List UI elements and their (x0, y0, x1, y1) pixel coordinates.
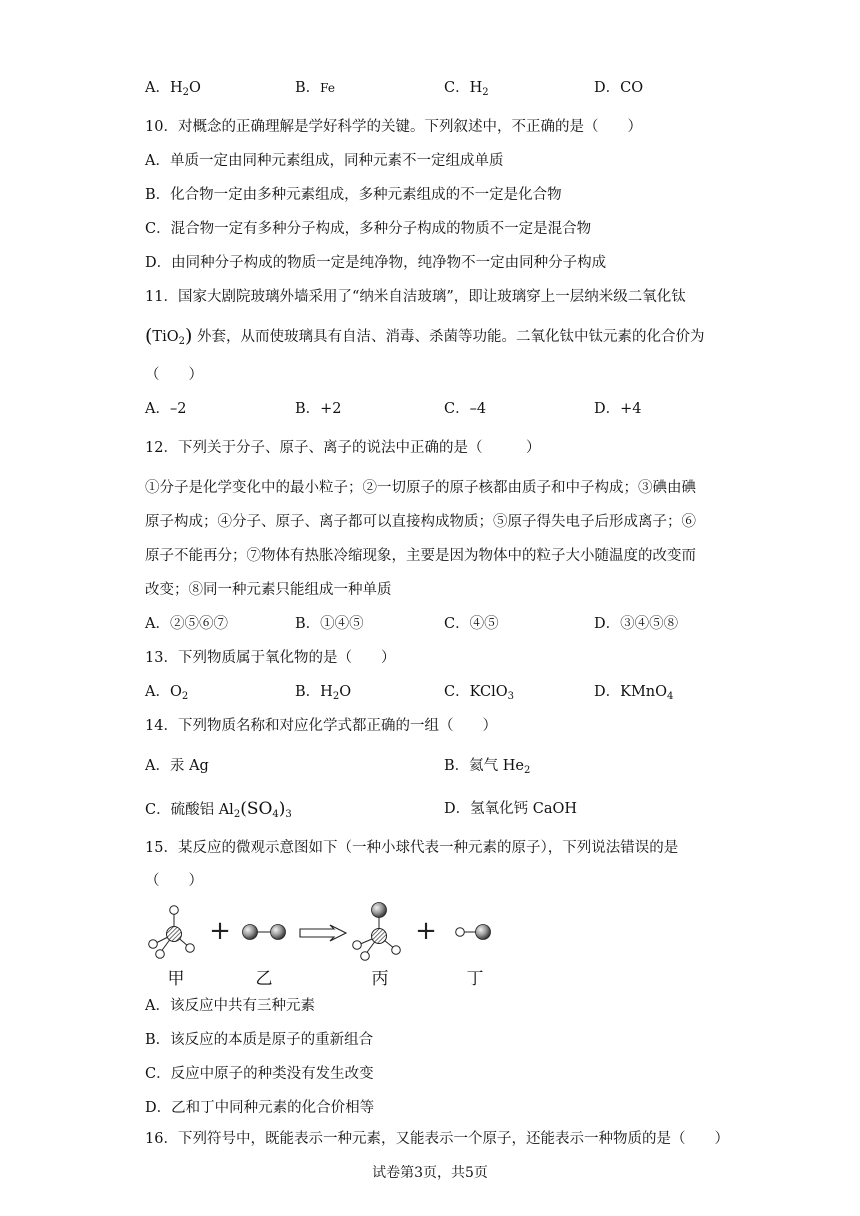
q11-stem-line1: 11．国家大剧院玻璃外墙采用了“纳米自洁玻璃”，即让玻璃穿上一层纳米级二氧化钛 (145, 289, 686, 305)
label-yi: 乙 (255, 969, 273, 988)
q16-stem: 16．下列符号中，既能表示一种元素，又能表示一个原子，还能表示一种物质的是（ ） (145, 1131, 729, 1147)
reaction-diagram (138, 898, 518, 988)
molecule-jia (149, 906, 195, 959)
q13-option-c: C．KClO$_3$ (444, 684, 515, 702)
q13-stem: 13．下列物质属于氧化物的是（ ） (145, 650, 396, 666)
q15-stem: 15．某反应的微观示意图如下（一种小球代表一种元素的原子），下列说法错误的是 (145, 840, 679, 856)
q9-option-b: B．Fe (295, 80, 335, 96)
q15-answer-paren: （ ） (145, 873, 203, 889)
q10-option-a: A．单质一定由同种元素组成，同种元素不一定组成单质 (145, 153, 504, 169)
q10-stem: 10．对概念的正确理解是学好科学的关键。下列叙述中，不正确的是（ ） (145, 119, 642, 135)
q12-stem: 12．下列关于分子、原子、离子的说法中正确的是（ ） (145, 440, 541, 456)
q9-option-d: D．CO (594, 80, 644, 96)
q13-option-a: A．$O_2$ (145, 684, 189, 702)
q15-option-a: A．该反应中共有三种元素 (145, 998, 315, 1014)
label-jia: 甲 (167, 969, 185, 988)
q14-option-c: C．硫酸铝 $Al_2(SO_4)_3$ (145, 799, 292, 820)
q13-option-d: D．KMnO$_4$ (594, 684, 674, 702)
q15-option-c: C．反应中原子的种类没有发生改变 (145, 1066, 374, 1082)
q12-option-c: C．④⑤ (444, 616, 499, 632)
q12-option-a: A．②⑤⑥⑦ (145, 616, 228, 632)
q14-stem: 14．下列物质名称和对应化学式都正确的一组（ ） (145, 718, 497, 734)
q15-option-d: D．乙和丁中同种元素的化合价相等 (145, 1100, 375, 1116)
q12-body-line3: 原子不能再分；⑦物体有热胀冷缩现象，主要是因为物体中的粒子大小随温度的改变而 (145, 548, 696, 564)
q10-option-b: B．化合物一定由多种元素组成，多种元素组成的不一定是化合物 (145, 187, 562, 203)
q13-option-b: B．$H_2O$ (295, 684, 352, 702)
q11-option-b: B．+2 (295, 401, 342, 417)
molecule-ding (456, 925, 491, 940)
q10-option-d: D．由同种分子构成的物质一定是纯净物，纯净物不一定由同种分子构成 (145, 255, 607, 271)
q12-body-line4: 改变；⑧同一种元素只能组成一种单质 (145, 582, 392, 598)
label-ding: 丁 (466, 969, 484, 988)
molecule-yi (243, 925, 286, 940)
q14-option-b: B．氦气 $He_2$ (444, 758, 531, 776)
q12-body-line2: 原子构成；④分子、原子、离子都可以直接构成物质；⑤原子得失电子后形成离子；⑥ (145, 514, 696, 530)
q14-option-a: A．汞 Ag (145, 758, 209, 774)
q9-option-a: A．$H_2O$ (145, 80, 201, 98)
q10-option-c: C．混合物一定有多种分子构成，多种分子构成的物质不一定是混合物 (145, 221, 592, 237)
q11-option-a: A．–2 (145, 401, 187, 417)
q11-option-d: D．+4 (594, 401, 642, 417)
reaction-arrow (300, 925, 346, 941)
plus-sign-1: + (209, 916, 231, 946)
molecule-bing (353, 903, 401, 961)
q11-stem-line2: (TiO$_2$) 外套，从而使玻璃具有自洁、消毒、杀菌等功能。二氧化钛中钛元素的化合价为 (145, 325, 705, 347)
plus-sign-2: + (415, 916, 437, 946)
q12-option-d: D．③④⑤⑧ (594, 616, 679, 632)
page-footer: 试卷第3页，共5页 (372, 1165, 488, 1181)
q15-option-b: B．该反应的本质是原子的重新组合 (145, 1032, 374, 1048)
q9-option-c: C．$H_2$ (444, 80, 489, 98)
q11-answer-paren: （ ） (145, 367, 203, 383)
label-bing: 丙 (371, 969, 389, 988)
q11-option-c: C．–4 (444, 401, 487, 417)
q12-body-line1: ①分子是化学变化中的最小粒子；②一切原子的原子核都由质子和中子构成；③碘由碘 (145, 480, 696, 496)
q14-option-d: D．氢氧化钙 CaOH (444, 801, 578, 817)
q12-option-b: B．①④⑤ (295, 616, 364, 632)
tio2-formula: TiO (152, 329, 179, 345)
